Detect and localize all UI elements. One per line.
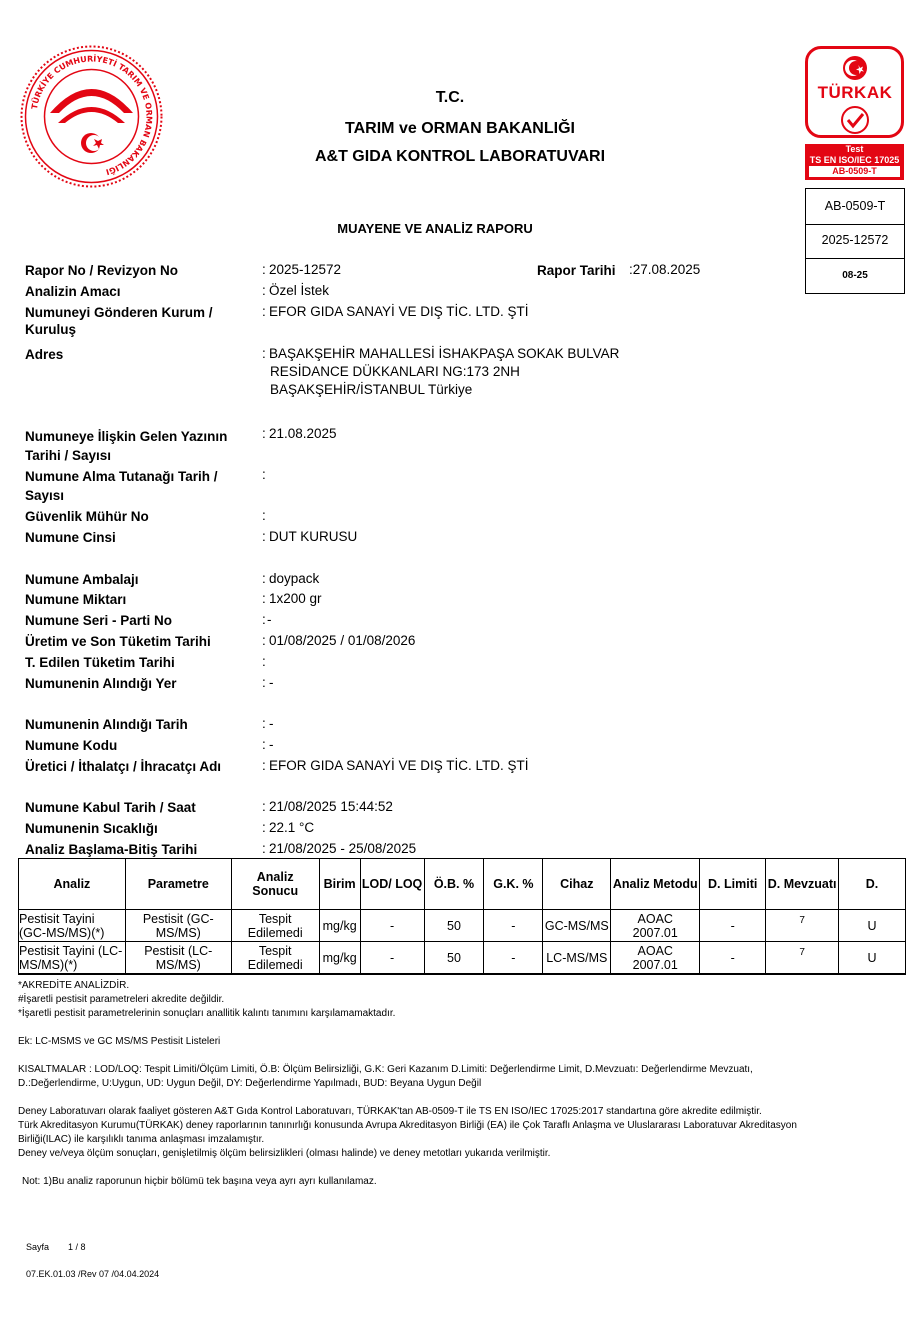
colon: : bbox=[262, 820, 266, 835]
uretici-label: Üretici / İthalatçı / İhracatçı Adı bbox=[25, 759, 222, 774]
note-akreditasyon-4: Deney ve/veya ölçüm sonuçları, genişletilmiş ölçüm belirsizlikleri (olması halinde) ve deney metotları yukarıda verilmiştir. bbox=[18, 1148, 551, 1159]
colon: : bbox=[262, 675, 266, 690]
cins-value: DUT KURUSU bbox=[269, 529, 358, 544]
yazi-value: 21.08.2025 bbox=[269, 426, 337, 441]
turkak-badge bbox=[805, 144, 904, 180]
note-kisaltmalar-2: D.:Değerlendirme, U:Uygun, UD: Uygun Değil, DY: Değerlendirme Yapılmadı, BUD: Beyana Uygun Değil bbox=[18, 1078, 482, 1089]
cell-lod: - bbox=[360, 942, 424, 974]
adres-line1: BAŞAKŞEHİR MAHALLESİ İSHAKPAŞA SOKAK BULVAR bbox=[269, 346, 620, 361]
colon: : bbox=[262, 571, 266, 586]
colon: : bbox=[262, 799, 266, 814]
th-cihaz: Cihaz bbox=[543, 859, 611, 910]
cell-limit: - bbox=[700, 942, 766, 974]
kod-value: - bbox=[269, 737, 274, 752]
th-limit: D. Limiti bbox=[700, 859, 766, 910]
kurum-label bbox=[25, 304, 213, 338]
colon: : bbox=[262, 654, 266, 669]
kurum-label-line2: Kuruluş bbox=[25, 322, 77, 337]
note-kisaltmalar-1: KISALTMALAR : LOD/LOQ: Tespit Limiti/Ölçüm Limiti, Ö.B: Ölçüm Belirsizliği, G.K: Geri Kazanım D.Limiti: Değerlendirme Limit, D.Mevzuatı: Değerlendirme Mevzuatı, bbox=[18, 1064, 753, 1075]
tutanak-label-line1: Numune Alma Tutanağı Tarih / bbox=[25, 469, 218, 484]
colon: : bbox=[262, 758, 266, 773]
cell-birim: mg/kg bbox=[319, 942, 360, 974]
colon: : bbox=[262, 262, 266, 277]
th-metod: Analiz Metodu bbox=[611, 859, 700, 910]
sicaklik-label: Numunenin Sıcaklığı bbox=[25, 821, 158, 836]
uretici-value: EFOR GIDA SANAYİ VE DIŞ TİC. LTD. ŞTİ bbox=[269, 758, 529, 773]
note-kullanim: Not: 1)Bu analiz raporunun hiçbir bölümü tek başına veya ayrı ayrı kullanılamaz. bbox=[22, 1176, 377, 1187]
yazi-label-line1: Numuneye İlişkin Gelen Yazının bbox=[25, 429, 228, 444]
colon: : bbox=[262, 304, 266, 319]
cell-ob: 50 bbox=[424, 910, 484, 942]
th-ob: Ö.B. % bbox=[424, 859, 484, 910]
seri-value: - bbox=[267, 612, 272, 627]
cell-sonuc: Tespit Edilemedi bbox=[231, 942, 319, 974]
footer-sayfa-label: Sayfa bbox=[26, 1242, 50, 1252]
sicaklik-value: 22.1 °C bbox=[269, 820, 315, 835]
cell-gk: - bbox=[484, 910, 543, 942]
cell-d: U bbox=[839, 942, 906, 974]
results-table bbox=[18, 858, 906, 974]
kod-label: Numune Kodu bbox=[25, 738, 118, 753]
adres-value bbox=[269, 345, 619, 399]
yazi-label bbox=[25, 427, 227, 465]
kurum-label-line1: Numuneyi Gönderen Kurum / bbox=[25, 305, 213, 320]
th-parametre: Parametre bbox=[125, 859, 231, 910]
note-akreditasyon-1: Deney Laboratuvarı olarak faaliyet gösteren A&T Gıda Kontrol Laboratuvarı, TÜRKAK'tan AB-0509-T ile TS EN ISO/IEC 17025:2017 standartına göre akredite edilmiştir. bbox=[18, 1106, 762, 1117]
turkak-logo-text: TÜRKAK bbox=[817, 83, 893, 102]
cell-metod: AOAC 2007.01 bbox=[611, 942, 700, 974]
analiz-tarih-value: 21/08/2025 - 25/08/2025 bbox=[269, 841, 417, 856]
colon: : bbox=[262, 716, 266, 731]
yazi-label-line2: Tarihi / Sayısı bbox=[25, 448, 112, 463]
crescent-star-icon bbox=[838, 55, 872, 81]
adres-label: Adres bbox=[25, 347, 64, 362]
note-akreditasyon-2: Türk Akreditasyon Kurumu(TÜRKAK) deney raporlarının tanınırlığı konusunda Avrupa Akreditasyon Birliği (EA) ile Çok Taraflı Anlaşma ve Uluslararası Laboratuvar Akreditasyon bbox=[18, 1120, 797, 1131]
report-title: MUAYENE VE ANALİZ RAPORU bbox=[337, 221, 533, 236]
colon: : bbox=[262, 591, 266, 606]
table-row bbox=[19, 942, 906, 974]
kabul-value: 21/08/2025 15:44:52 bbox=[269, 799, 393, 814]
table-header-row bbox=[19, 859, 906, 910]
cell-ob: 50 bbox=[424, 942, 484, 974]
seri-label: Numune Seri - Parti No bbox=[25, 613, 173, 628]
cell-mevzuat: 7 bbox=[766, 910, 839, 942]
uretim-value: 01/08/2025 / 01/08/2026 bbox=[269, 633, 416, 648]
cell-mevzuat: 7 bbox=[766, 942, 839, 974]
cell-metod: AOAC 2007.01 bbox=[611, 910, 700, 942]
cell-birim: mg/kg bbox=[319, 910, 360, 942]
cell-analiz: Pestisit Tayini (GC-MS/MS)(*) bbox=[19, 910, 126, 942]
cell-cihaz: GC-MS/MS bbox=[543, 910, 611, 942]
colon: : bbox=[262, 283, 266, 298]
kurum-value: EFOR GIDA SANAYİ VE DIŞ TİC. LTD. ŞTİ bbox=[269, 304, 529, 319]
note-kalinti: *İşaretli pestisit parametrelerinin sonuçları anallitik kalıntı tanımını karşılamamaktadır. bbox=[18, 1008, 396, 1019]
yer-label: Numunenin Alındığı Yer bbox=[25, 676, 177, 691]
svg-text:TÜRKİYE CUMHURİYETİ TARIM VE O: TÜRKİYE CUMHURİYETİ TARIM VE ORMAN BAKANLIĞI bbox=[29, 54, 154, 177]
alindigi-tarih-value: - bbox=[269, 716, 274, 731]
checkmark-icon bbox=[840, 105, 870, 135]
cell-limit: - bbox=[700, 910, 766, 942]
colon: : bbox=[262, 426, 266, 441]
header-ministry: TARIM ve ORMAN BAKANLIĞI bbox=[345, 120, 575, 137]
turkak-logo bbox=[805, 46, 904, 138]
rapor-no-value: 2025-12572 bbox=[269, 262, 342, 277]
uretim-label: Üretim ve Son Tüketim Tarihi bbox=[25, 634, 211, 649]
analiz-tarih-label: Analiz Başlama-Bitiş Tarihi bbox=[25, 842, 198, 857]
cell-sonuc: Tespit Edilemedi bbox=[231, 910, 319, 942]
th-analiz: Analiz bbox=[19, 859, 126, 910]
th-birim: Birim bbox=[319, 859, 360, 910]
report-no-box: 2025-12572 bbox=[805, 223, 905, 259]
header-tc: T.C. bbox=[435, 89, 465, 106]
tutanak-label bbox=[25, 467, 218, 505]
muhur-label: Güvenlik Mühür No bbox=[25, 509, 149, 524]
th-d: D. bbox=[839, 859, 906, 910]
ambalaj-value: doypack bbox=[269, 571, 320, 586]
note-akreditasyon-3: Birliği(ILAC) ile karşılıklı tanıma anlaşması imzalamıştır. bbox=[18, 1134, 265, 1145]
cell-cihaz: LC-MS/MS bbox=[543, 942, 611, 974]
header-lab: A&T GIDA KONTROL LABORATUVARI bbox=[314, 148, 606, 165]
cell-gk: - bbox=[484, 942, 543, 974]
footer-form-code: 07.EK.01.03 /Rev 07 /04.04.2024 bbox=[26, 1269, 160, 1279]
tuketim-label: T. Edilen Tüketim Tarihi bbox=[25, 655, 175, 670]
colon: : bbox=[262, 612, 266, 627]
date-code-box: 08-25 bbox=[805, 258, 905, 294]
colon: : bbox=[262, 633, 266, 648]
ministry-seal-graphic bbox=[20, 45, 163, 188]
kabul-label: Numune Kabul Tarih / Saat bbox=[25, 800, 196, 815]
adres-line3: BAŞAKŞEHİR/İSTANBUL Türkiye bbox=[270, 382, 473, 397]
colon: : bbox=[262, 841, 266, 856]
turkak-badge-test: Test bbox=[845, 144, 864, 154]
colon: : bbox=[262, 529, 266, 544]
cell-d: U bbox=[839, 910, 906, 942]
accreditation-no-box: AB-0509-T bbox=[805, 188, 905, 225]
th-gk: G.K. % bbox=[484, 859, 543, 910]
ambalaj-label: Numune Ambalajı bbox=[25, 572, 139, 587]
rapor-tarihi-label: Rapor Tarihi bbox=[537, 263, 616, 278]
rapor-no-label: Rapor No / Revizyon No bbox=[25, 263, 179, 278]
ministry-seal bbox=[20, 45, 163, 188]
amac-label: Analizin Amacı bbox=[25, 284, 121, 299]
cell-parametre: Pestisit (GC-MS/MS) bbox=[125, 910, 231, 942]
amac-value: Özel İstek bbox=[269, 283, 330, 298]
cins-label: Numune Cinsi bbox=[25, 530, 116, 545]
note-not-akredite: #İşaretli pestisit parametreleri akredite değildir. bbox=[18, 994, 225, 1005]
cell-analiz: Pestisit Tayini (LC-MS/MS)(*) bbox=[19, 942, 126, 974]
th-sonuc: Analiz Sonucu bbox=[231, 859, 319, 910]
adres-line2: RESİDANCE DÜKKANLARI NG:173 2NH bbox=[270, 364, 520, 379]
yer-value: - bbox=[269, 675, 274, 690]
table-bottom-rule bbox=[18, 974, 906, 975]
note-ek: Ek: LC-MSMS ve GC MS/MS Pestisit Listeleri bbox=[18, 1036, 221, 1047]
turkak-badge-code: AB-0509-T bbox=[809, 166, 900, 177]
turkak-badge-standard: TS EN ISO/IEC 17025 bbox=[809, 155, 900, 165]
footer-sayfa-value: 1 / 8 bbox=[68, 1242, 86, 1252]
rapor-tarihi-value: :27.08.2025 bbox=[629, 262, 701, 277]
table-row bbox=[19, 910, 906, 942]
colon: : bbox=[262, 467, 266, 482]
alindigi-tarih-label: Numunenin Alındığı Tarih bbox=[25, 717, 188, 732]
cell-lod: - bbox=[360, 910, 424, 942]
th-lod: LOD/ LOQ bbox=[360, 859, 424, 910]
note-akredite: *AKREDİTE ANALİZDİR. bbox=[18, 980, 130, 991]
cell-parametre: Pestisit (LC-MS/MS) bbox=[125, 942, 231, 974]
colon: : bbox=[262, 737, 266, 752]
th-mevzuat: D. Mevzuatı bbox=[766, 859, 839, 910]
colon: : bbox=[262, 508, 266, 523]
miktar-value: 1x200 gr bbox=[269, 591, 322, 606]
colon: : bbox=[262, 346, 266, 361]
tutanak-label-line2: Sayısı bbox=[25, 488, 65, 503]
miktar-label: Numune Miktarı bbox=[25, 592, 127, 607]
